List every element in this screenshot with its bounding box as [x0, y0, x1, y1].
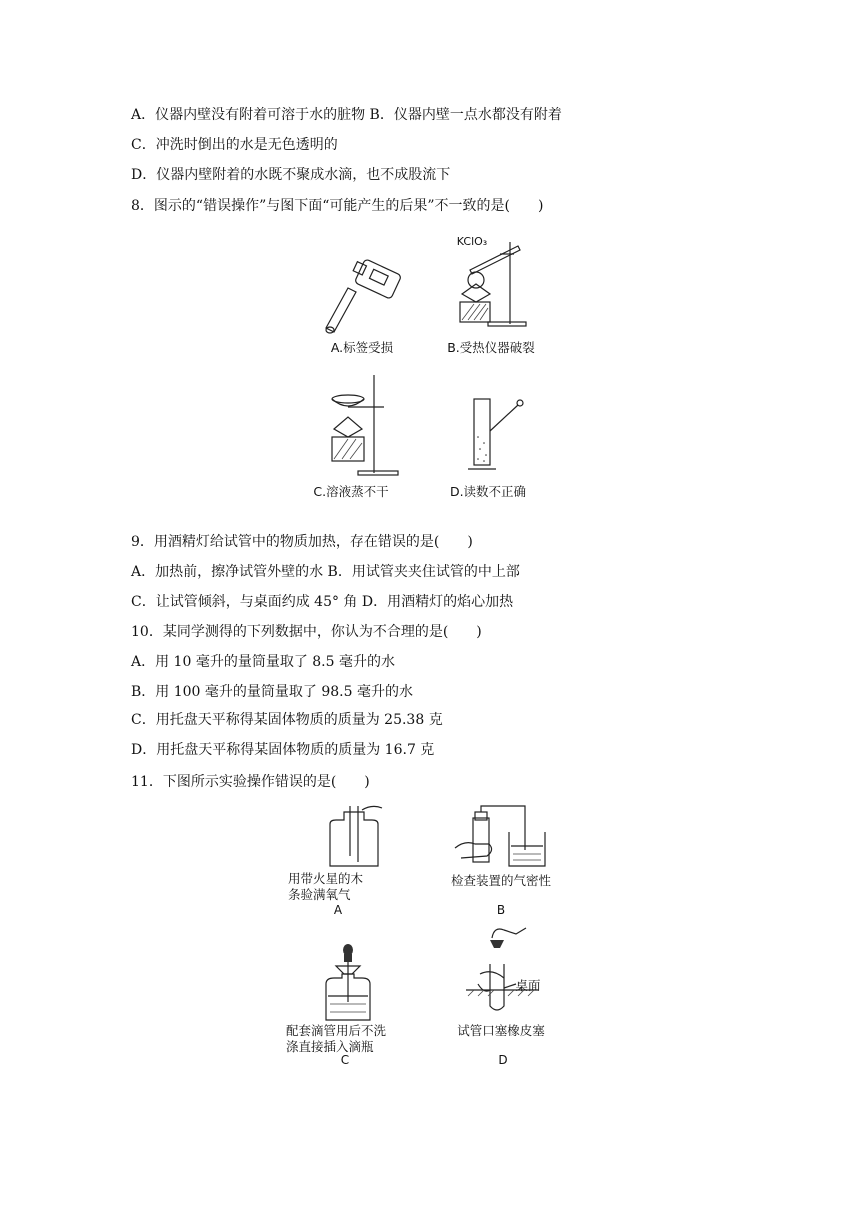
q11-stem: 11．下图所示实验操作错误的是( ): [131, 774, 370, 790]
q10-stem: 10．某同学测得的下列数据中，你认为不合理的是( ): [131, 624, 482, 640]
desk-label: 桌面: [515, 978, 541, 993]
q7-option-d: D．仪器内壁附着的水既不聚成水滴，也不成股流下: [131, 167, 451, 183]
q9-option-a-b: A．加热前，擦净试管外壁的水 B．用试管夹夹住试管的中上部: [131, 564, 520, 580]
q10-option-a: A．用 10 毫升的量筒量取了 8.5 毫升的水: [131, 654, 395, 670]
q11-figure-d-stopper: [464, 924, 540, 1020]
q11-caption-a-1: 用带火星的木: [288, 871, 364, 886]
q11-caption-c-2: 涤直接插入滴瓶: [286, 1039, 374, 1054]
q8-figure-c-evaporation: [318, 373, 408, 477]
q11-figure-c-dropper: [322, 944, 374, 1022]
q11-caption-d: 试管口塞橡皮塞: [457, 1023, 545, 1038]
q8-figure-a-pouring: [318, 260, 418, 332]
q11-figure-b-airtightness: [455, 810, 549, 868]
q8-caption-c: C.溶液蒸不干: [313, 484, 389, 499]
q10-option-d: D．用托盘天平称得某固体物质的质量为 16.7 克: [131, 742, 435, 758]
q8-figure-d-cylinder: [460, 397, 530, 475]
q9-option-c-d: C．让试管倾斜，与桌面约成 45° 角 D．用酒精灯的焰心加热: [131, 594, 514, 610]
q7-option-c: C．冲洗时倒出的水是无色透明的: [131, 137, 338, 153]
q8-caption-d: D.读数不正确: [449, 484, 527, 499]
q9-stem: 9．用酒精灯给试管中的物质加热，存在错误的是( ): [131, 534, 473, 550]
q8-caption-b: B.受热仪器破裂: [447, 340, 535, 355]
q8-caption-a: A.标签受损: [330, 340, 394, 355]
q7-option-a-b: A．仪器内壁没有附着可溶于水的脏物 B．仪器内壁一点水都没有附着: [131, 107, 562, 123]
q11-letter-b: B: [496, 903, 506, 917]
kclo3-label: KClO₃: [456, 235, 488, 248]
q11-caption-a-2: 条验满氧气: [288, 887, 351, 902]
q11-letter-a: A: [333, 903, 343, 917]
q8-stem: 8．图示的“错误操作”与图下面“可能产生的后果”不一致的是( ): [131, 198, 544, 214]
q11-figure-a-bottle: [326, 806, 386, 868]
q11-caption-b: 检查装置的气密性: [450, 873, 551, 888]
q11-caption-c-1: 配套滴管用后不洗: [286, 1023, 387, 1038]
q11-letter-c: C: [340, 1053, 350, 1067]
q10-option-c: C．用托盘天平称得某固体物质的质量为 25.38 克: [131, 712, 443, 728]
q11-letter-d: D: [498, 1053, 508, 1067]
q10-option-b: B．用 100 毫升的量筒量取了 98.5 毫升的水: [131, 684, 413, 700]
